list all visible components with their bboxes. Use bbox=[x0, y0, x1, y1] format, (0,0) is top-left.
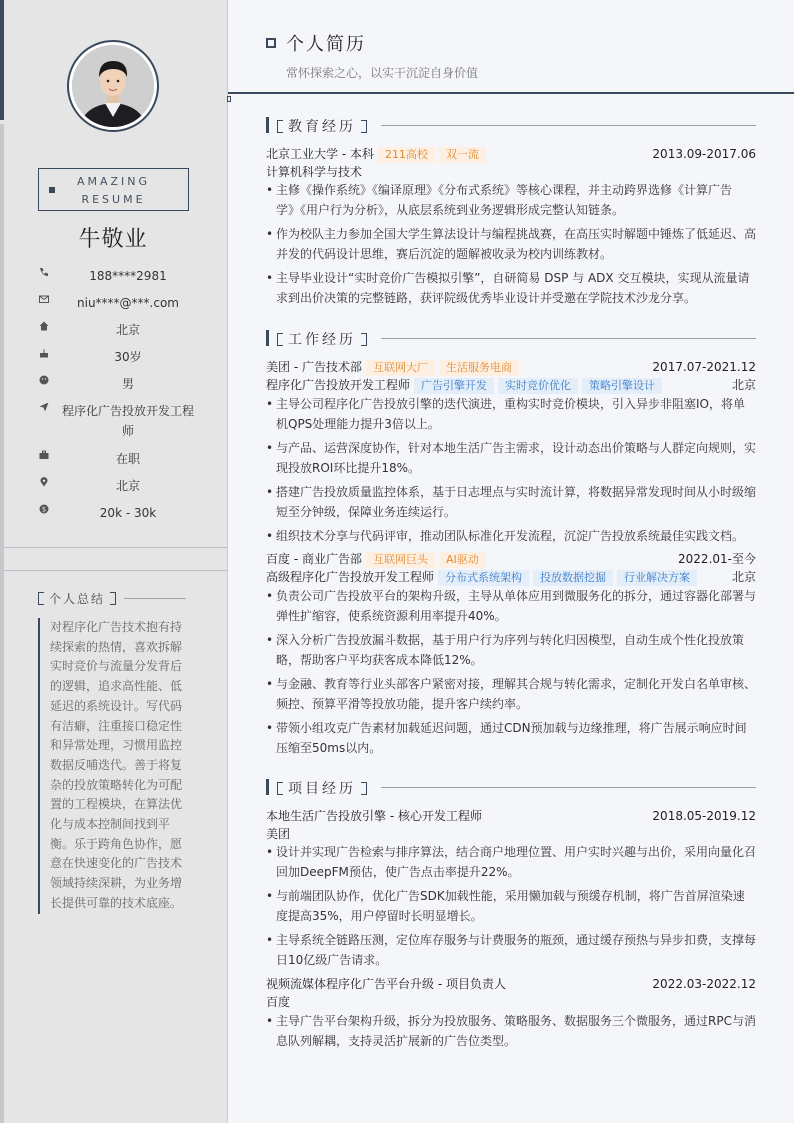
summary-text: 对程序化广告技术抱有持续探索的热情，喜欢拆解实时竞价与流量分发背后的逻辑，追求高性能、低延迟的系统设计。写代码有洁癖，注重接口稳定性和异常处理，习惯用监控数据反哺迭代。善于将复杂的投放策略转化为可配置的工程模块，在算法优化与成本控制间找到平衡。乐于跨角色协作，愿意在快速变化的广告技术领域持续深耕，为业务增长提供可靠的技术底座。 bbox=[38, 618, 188, 914]
tag: 211高校 bbox=[378, 147, 435, 163]
bracket-right-icon bbox=[361, 333, 367, 346]
project-bullets bbox=[266, 842, 756, 974]
project-name: 本地生活广告投放引擎 - 核心开发工程师 bbox=[266, 809, 482, 823]
summary-title-text: 个人总结 bbox=[49, 592, 106, 606]
avatar-frame bbox=[67, 40, 159, 132]
info-position bbox=[38, 401, 198, 441]
skill-tag: 投放数据挖掘 bbox=[533, 570, 613, 586]
section-line bbox=[381, 125, 756, 126]
email-value: niu****@***.com bbox=[77, 296, 179, 310]
section-title: 教育经历 bbox=[288, 119, 356, 135]
tag: 双一流 bbox=[439, 147, 486, 163]
tag: AI驱动 bbox=[439, 552, 486, 568]
list-item: • 负责公司广告投放平台的架构升级，主导从单体应用到微服务化的拆分，通过容器化部署与弹性扩缩容，使系统资源利用率提升40%。 bbox=[266, 586, 756, 626]
education-major-row bbox=[266, 163, 756, 181]
list-item: • 搭建广告投放质量监控体系，基于日志埋点与实时流计算，将数据异常发现时间从小时级缩短至分钟级，保障业务连续运行。 bbox=[266, 482, 756, 522]
project-header bbox=[266, 975, 756, 993]
job-date: 2017.07-2021.12 bbox=[652, 360, 756, 374]
project-date: 2018.05-2019.12 bbox=[652, 809, 756, 823]
company-name: 百度 - 商业广告部 bbox=[266, 552, 362, 566]
job-bullets bbox=[266, 586, 756, 762]
sidebar-divider-bottom bbox=[4, 570, 227, 571]
education-header bbox=[266, 145, 756, 163]
list-item: • 与产品、运营深度协作，针对本地生活广告主需求，设计动态出价策略与人群定向规则，实现投放ROI环比提升18%。 bbox=[266, 438, 756, 478]
main-content bbox=[228, 0, 794, 1123]
major: 计算机科学与技术 bbox=[266, 165, 363, 179]
salary-value: 20k - 30k bbox=[99, 506, 157, 520]
project-company-row bbox=[266, 993, 756, 1011]
project-date: 2022.03-2022.12 bbox=[652, 977, 756, 991]
phone-value: 188****2981 bbox=[89, 269, 167, 283]
section-title: 工作经历 bbox=[288, 332, 356, 348]
gender-value: 男 bbox=[121, 377, 134, 391]
residence-value: 北京 bbox=[115, 323, 140, 337]
tag: 互联网巨头 bbox=[366, 552, 435, 568]
bracket-left-icon bbox=[277, 333, 283, 346]
project-header bbox=[266, 807, 756, 825]
list-item: • 组织技术分享与代码评审，推动团队标准化开发流程，沉淀广告投放系统最佳实践文档。 bbox=[266, 526, 756, 546]
job-city: 北京 bbox=[731, 570, 756, 584]
school-name: 北京工业大学 - 本科 bbox=[266, 147, 374, 161]
section-bar bbox=[266, 117, 269, 133]
bracket-left-icon bbox=[277, 120, 283, 133]
list-item: • 与金融、教育等行业头部客户紧密对接，理解其合规与转化需求，定制化开发白名单审核、频控、预算平滑等投放功能，提升客户续约率。 bbox=[266, 674, 756, 714]
job-bullets bbox=[266, 394, 756, 550]
bracket-left-icon bbox=[38, 592, 44, 605]
avatar bbox=[72, 45, 154, 127]
status-value: 在职 bbox=[115, 452, 140, 466]
target-city-value: 北京 bbox=[115, 479, 140, 493]
person-icon bbox=[38, 375, 50, 387]
info-age bbox=[38, 347, 198, 367]
list-item: • 与前端团队协作，优化广告SDK加载性能，采用懒加载与预缓存机制，将广告首屏渲染速度提高35%，用户停留时长明显增长。 bbox=[266, 886, 756, 926]
age-value: 30岁 bbox=[114, 350, 142, 364]
list-item: • 主导广告平台架构升级，拆分为投放服务、策略服务、数据服务三个微服务，通过RPC与消息队列解耦，支持灵活扩展新的广告位类型。 bbox=[266, 1011, 756, 1051]
badge-line-2: RESUME bbox=[81, 193, 146, 206]
project-bullets bbox=[266, 1011, 756, 1055]
project-name: 视频流媒体程序化广告平台升级 - 项目负责人 bbox=[266, 977, 506, 991]
job-city: 北京 bbox=[731, 378, 756, 392]
info-target-city bbox=[38, 476, 198, 496]
tag: 生活服务电商 bbox=[439, 360, 519, 376]
header-marker bbox=[227, 96, 231, 102]
info-residence bbox=[38, 320, 198, 340]
project-company: 美团 bbox=[266, 827, 291, 841]
bracket-right-icon bbox=[110, 592, 116, 605]
sidebar-accent-stripe bbox=[0, 0, 4, 120]
section-line bbox=[381, 338, 756, 339]
company-name: 美团 - 广告技术部 bbox=[266, 360, 362, 374]
job-role: 程序化广告投放开发工程师 bbox=[266, 378, 411, 392]
list-item: • 带领小组攻克广告素材加载延迟问题，通过CDN预加载与边缘推理，将广告展示响应时间压缩至50ms以内。 bbox=[266, 718, 756, 758]
page-subtitle: 常怀探索之心，以实干沉淀自身价值 bbox=[286, 66, 479, 80]
page-title: 个人简历 bbox=[286, 34, 366, 55]
job-date: 2022.01-至今 bbox=[678, 552, 756, 566]
mail-icon bbox=[38, 294, 50, 306]
home-icon bbox=[38, 321, 50, 333]
job-role-row bbox=[266, 376, 756, 394]
list-item: • 深入分析广告投放漏斗数据，基于用户行为序列与转化归因模型，自动生成个性化投放策略，帮助客户平均获客成本降低12%。 bbox=[266, 630, 756, 670]
position-value: 程序化广告投放开发工程师 bbox=[61, 404, 194, 438]
education-bullets bbox=[266, 180, 756, 312]
avatar-photo bbox=[72, 45, 154, 127]
job-role-row bbox=[266, 568, 756, 586]
section-bar bbox=[266, 779, 269, 795]
list-item: • 主导系统全链路压测，定位库存服务与计费服务的瓶颈，通过缓存预热与异步扣费，支撑每日10亿级广告请求。 bbox=[266, 930, 756, 970]
title-square-icon bbox=[266, 38, 276, 48]
tag: 互联网大厂 bbox=[366, 360, 435, 376]
info-gender bbox=[38, 374, 198, 394]
sidebar-stripe bbox=[0, 124, 4, 1123]
candidate-name: 牛敬业 bbox=[78, 227, 148, 252]
summary-heading bbox=[38, 590, 116, 607]
education-date: 2013.09-2017.06 bbox=[652, 147, 756, 161]
project-company-row bbox=[266, 825, 756, 843]
section-line bbox=[381, 787, 756, 788]
job-header bbox=[266, 550, 756, 568]
skill-tag: 策略引擎设计 bbox=[582, 378, 662, 394]
header-divider bbox=[228, 92, 794, 94]
sidebar-divider-top bbox=[4, 547, 227, 548]
project-company: 百度 bbox=[266, 995, 291, 1009]
info-salary bbox=[38, 503, 198, 523]
info-phone bbox=[38, 266, 198, 286]
list-item: • 主导毕业设计“实时竞价广告模拟引擎”，自研简易 DSP 与 ADX 交互模块，实现从流量请求到出价决策的完整链路，获评院级优秀毕业设计并受邀在学院技术沙龙分享。 bbox=[266, 268, 756, 308]
list-item: • 主导公司程序化广告投放引擎的迭代演进，重构实时竞价模块，引入异步非阻塞IO，将单机QPS处理能力提升3倍以上。 bbox=[266, 394, 756, 434]
badge-line-1: AMAZING bbox=[76, 175, 151, 188]
location-icon bbox=[38, 477, 50, 489]
skill-tag: 行业解决方案 bbox=[617, 570, 697, 586]
skill-tag: 广告引擎开发 bbox=[414, 378, 494, 394]
info-status bbox=[38, 449, 198, 469]
summary-heading-line bbox=[124, 598, 186, 599]
list-item: • 作为校队主力参加全国大学生算法设计与编程挑战赛，在高压实时解题中锤炼了低延迟、高并发的代码设计思维，赛后沉淀的题解被收录为校内训练教材。 bbox=[266, 224, 756, 264]
skill-tag: 实时竞价优化 bbox=[498, 378, 578, 394]
svg-text:$: $ bbox=[41, 505, 47, 514]
sidebar bbox=[0, 0, 228, 1123]
info-email bbox=[38, 293, 198, 313]
section-bar bbox=[266, 330, 269, 346]
bracket-left-icon bbox=[277, 782, 283, 795]
bracket-right-icon bbox=[361, 782, 367, 795]
briefcase-icon bbox=[38, 450, 50, 462]
money-icon bbox=[38, 504, 50, 516]
list-item: • 主修《操作系统》《编译原理》《分布式系统》等核心课程，并主动跨界选修《计算广告学》《用户行为分析》，从底层系统到业务逻辑形成完整认知链条。 bbox=[266, 180, 756, 220]
cake-icon bbox=[38, 348, 50, 360]
job-role: 高级程序化广告投放开发工程师 bbox=[266, 570, 435, 584]
job-header bbox=[266, 358, 756, 376]
list-item: • 设计并实现广告检索与排序算法，结合商户地理位置、用户实时兴趣与出价，采用向量化召回加DeepFM预估，使广告点击率提升22%。 bbox=[266, 842, 756, 882]
section-title: 项目经历 bbox=[288, 781, 356, 797]
send-icon bbox=[38, 402, 50, 414]
phone-icon bbox=[38, 267, 50, 279]
skill-tag: 分布式系统架构 bbox=[438, 570, 529, 586]
amazing-resume-badge bbox=[38, 168, 189, 211]
bracket-right-icon bbox=[361, 120, 367, 133]
badge-dot-icon bbox=[49, 187, 55, 193]
